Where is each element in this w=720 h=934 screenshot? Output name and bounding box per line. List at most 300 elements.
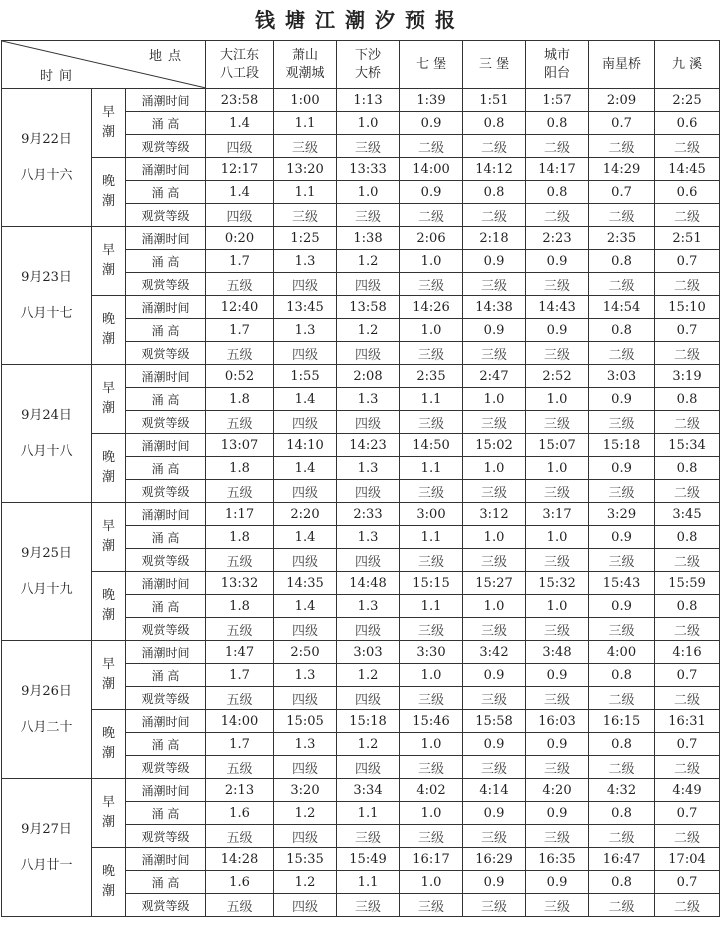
location-header <box>337 41 400 89</box>
height-value: 0.9 <box>400 112 463 135</box>
grade-value: 二级 <box>655 549 720 572</box>
item-label: 涌潮时间 <box>126 641 206 664</box>
grade-value: 四级 <box>206 204 274 227</box>
grade-value: 二级 <box>655 135 720 158</box>
time-value: 14:43 <box>526 296 589 319</box>
height-value: 1.2 <box>337 319 400 342</box>
table-row <box>2 710 720 733</box>
grade-value: 五级 <box>206 618 274 641</box>
height-value: 1.0 <box>526 595 589 618</box>
table-row <box>2 572 720 595</box>
height-value: 0.8 <box>655 457 720 480</box>
height-value: 0.9 <box>463 664 526 687</box>
time-value: 3:48 <box>526 641 589 664</box>
time-value: 16:29 <box>463 848 526 871</box>
height-value: 0.7 <box>589 112 655 135</box>
height-value: 1.1 <box>274 181 337 204</box>
height-value: 0.9 <box>463 733 526 756</box>
item-label: 涌潮时间 <box>126 848 206 871</box>
item-label: 涌潮时间 <box>126 434 206 457</box>
height-value: 0.8 <box>655 526 720 549</box>
item-label: 涌潮时间 <box>126 365 206 388</box>
height-value: 1.1 <box>400 388 463 411</box>
grade-value: 四级 <box>274 756 337 779</box>
height-value: 1.1 <box>400 457 463 480</box>
grade-value: 二级 <box>655 342 720 365</box>
time-value: 14:29 <box>589 158 655 181</box>
item-label: 涌 高 <box>126 457 206 480</box>
height-value: 1.0 <box>400 664 463 687</box>
height-value: 0.8 <box>589 664 655 687</box>
location-header <box>463 41 526 89</box>
time-value: 14:00 <box>206 710 274 733</box>
height-value: 0.7 <box>655 664 720 687</box>
grade-value: 三级 <box>463 756 526 779</box>
grade-value: 二级 <box>589 135 655 158</box>
table-row <box>2 365 720 388</box>
time-value: 4:14 <box>463 779 526 802</box>
time-value: 3:20 <box>274 779 337 802</box>
date-cell <box>2 641 92 779</box>
height-value: 1.8 <box>206 595 274 618</box>
time-value: 2:08 <box>337 365 400 388</box>
time-value: 12:17 <box>206 158 274 181</box>
grade-value: 五级 <box>206 342 274 365</box>
location-header <box>400 41 463 89</box>
time-value: 1:55 <box>274 365 337 388</box>
height-value: 1.0 <box>337 112 400 135</box>
session-name: 早潮 <box>101 105 115 140</box>
height-value: 0.9 <box>589 457 655 480</box>
grade-value: 四级 <box>274 894 337 917</box>
time-value: 2:52 <box>526 365 589 388</box>
height-value: 0.9 <box>526 319 589 342</box>
height-value: 1.4 <box>206 112 274 135</box>
grade-value: 三级 <box>463 825 526 848</box>
time-value: 3:03 <box>337 641 400 664</box>
grade-value: 三级 <box>463 480 526 503</box>
time-value: 3:45 <box>655 503 720 526</box>
item-label: 涌 高 <box>126 733 206 756</box>
item-label: 涌 高 <box>126 871 206 894</box>
time-value: 15:15 <box>400 572 463 595</box>
table-row <box>2 227 720 250</box>
height-value: 1.2 <box>337 250 400 273</box>
grade-value: 三级 <box>274 135 337 158</box>
lunar-date: 八月二十 <box>20 719 73 735</box>
height-value: 1.1 <box>400 526 463 549</box>
grade-value: 四级 <box>274 549 337 572</box>
height-value: 1.7 <box>206 250 274 273</box>
item-label: 涌 高 <box>126 802 206 825</box>
grade-value: 四级 <box>337 273 400 296</box>
time-value: 15:34 <box>655 434 720 457</box>
tide-table <box>1 40 720 917</box>
grade-value: 三级 <box>400 480 463 503</box>
time-value: 15:05 <box>274 710 337 733</box>
time-value: 2:20 <box>274 503 337 526</box>
session-cell <box>92 779 126 848</box>
time-value: 3:42 <box>463 641 526 664</box>
height-value: 0.9 <box>526 802 589 825</box>
grade-value: 二级 <box>589 825 655 848</box>
grade-value: 五级 <box>206 411 274 434</box>
time-value: 1:47 <box>206 641 274 664</box>
grade-value: 四级 <box>337 480 400 503</box>
item-label: 观赏等级 <box>126 549 206 572</box>
time-value: 1:17 <box>206 503 274 526</box>
height-value: 1.3 <box>337 457 400 480</box>
height-value: 0.6 <box>655 112 720 135</box>
height-value: 1.4 <box>274 526 337 549</box>
time-value: 1:00 <box>274 89 337 112</box>
height-value: 0.9 <box>463 319 526 342</box>
grade-value: 三级 <box>526 273 589 296</box>
grade-value: 三级 <box>337 825 400 848</box>
time-value: 3:03 <box>589 365 655 388</box>
height-value: 1.2 <box>337 733 400 756</box>
session-cell <box>92 641 126 710</box>
time-value: 13:20 <box>274 158 337 181</box>
grade-value: 三级 <box>400 825 463 848</box>
table-row <box>2 296 720 319</box>
grade-value: 三级 <box>400 894 463 917</box>
grade-value: 四级 <box>206 135 274 158</box>
date-cell <box>2 503 92 641</box>
height-value: 1.3 <box>274 319 337 342</box>
time-value: 4:02 <box>400 779 463 802</box>
time-value: 13:07 <box>206 434 274 457</box>
time-value: 4:49 <box>655 779 720 802</box>
item-label: 观赏等级 <box>126 756 206 779</box>
grade-value: 三级 <box>526 618 589 641</box>
grade-value: 三级 <box>400 273 463 296</box>
item-label: 涌潮时间 <box>126 227 206 250</box>
time-value: 4:32 <box>589 779 655 802</box>
session-cell <box>92 434 126 503</box>
time-value: 16:35 <box>526 848 589 871</box>
time-value: 15:43 <box>589 572 655 595</box>
grade-value: 四级 <box>274 618 337 641</box>
date-cell <box>2 227 92 365</box>
time-value: 14:00 <box>400 158 463 181</box>
grade-value: 二级 <box>655 411 720 434</box>
table-row <box>2 434 720 457</box>
session-cell <box>92 503 126 572</box>
grade-value: 二级 <box>655 618 720 641</box>
grade-value: 二级 <box>589 342 655 365</box>
time-value: 3:00 <box>400 503 463 526</box>
grade-value: 三级 <box>526 687 589 710</box>
height-value: 0.8 <box>526 112 589 135</box>
height-value: 1.2 <box>337 664 400 687</box>
time-value: 16:03 <box>526 710 589 733</box>
time-value: 14:10 <box>274 434 337 457</box>
time-value: 3:17 <box>526 503 589 526</box>
grade-value: 四级 <box>337 618 400 641</box>
grade-value: 三级 <box>274 204 337 227</box>
height-value: 0.9 <box>526 871 589 894</box>
grade-value: 三级 <box>400 549 463 572</box>
grade-value: 三级 <box>400 687 463 710</box>
height-value: 0.7 <box>655 319 720 342</box>
location-name-line: 萧山 <box>292 47 319 63</box>
item-label: 观赏等级 <box>126 894 206 917</box>
page-title: 钱塘江潮汐预报 <box>255 8 465 32</box>
time-value: 23:58 <box>206 89 274 112</box>
time-value: 14:38 <box>463 296 526 319</box>
time-value: 3:12 <box>463 503 526 526</box>
time-value: 13:45 <box>274 296 337 319</box>
item-label: 涌 高 <box>126 112 206 135</box>
grade-value: 三级 <box>463 411 526 434</box>
date-cell <box>2 365 92 503</box>
grade-value: 三级 <box>337 204 400 227</box>
location-name-line: 三 堡 <box>478 56 510 72</box>
grade-value: 三级 <box>400 342 463 365</box>
item-label: 涌潮时间 <box>126 296 206 319</box>
item-label: 涌潮时间 <box>126 572 206 595</box>
item-label: 涌 高 <box>126 664 206 687</box>
height-value: 1.7 <box>206 319 274 342</box>
grade-value: 二级 <box>655 204 720 227</box>
item-label: 涌 高 <box>126 526 206 549</box>
height-value: 1.0 <box>463 526 526 549</box>
height-value: 1.3 <box>274 250 337 273</box>
location-header <box>274 41 337 89</box>
session-cell <box>92 710 126 779</box>
time-value: 16:17 <box>400 848 463 871</box>
location-header <box>589 41 655 89</box>
header-row <box>2 41 720 89</box>
session-cell <box>92 158 126 227</box>
grade-value: 二级 <box>589 273 655 296</box>
grade-value: 四级 <box>274 825 337 848</box>
item-label: 观赏等级 <box>126 480 206 503</box>
session-name: 晚潮 <box>101 174 115 209</box>
item-label: 涌 高 <box>126 595 206 618</box>
session-name: 早潮 <box>101 381 115 416</box>
grade-value: 五级 <box>206 273 274 296</box>
height-value: 1.1 <box>337 802 400 825</box>
height-value: 1.0 <box>400 802 463 825</box>
item-label: 涌 高 <box>126 319 206 342</box>
solar-date: 9月27日 <box>21 821 72 837</box>
height-value: 1.4 <box>206 181 274 204</box>
grade-value: 二级 <box>400 135 463 158</box>
time-value: 13:33 <box>337 158 400 181</box>
grade-value: 三级 <box>526 480 589 503</box>
grade-value: 二级 <box>589 756 655 779</box>
time-value: 14:50 <box>400 434 463 457</box>
time-value: 14:26 <box>400 296 463 319</box>
grade-value: 二级 <box>526 204 589 227</box>
location-name-line: 阳台 <box>544 65 571 81</box>
time-value: 2:50 <box>274 641 337 664</box>
grade-value: 二级 <box>589 894 655 917</box>
grade-value: 三级 <box>463 273 526 296</box>
grade-value: 三级 <box>463 549 526 572</box>
grade-value: 三级 <box>589 411 655 434</box>
item-label: 观赏等级 <box>126 687 206 710</box>
grade-value: 二级 <box>655 273 720 296</box>
time-value: 3:30 <box>400 641 463 664</box>
time-value: 1:25 <box>274 227 337 250</box>
time-value: 16:31 <box>655 710 720 733</box>
height-value: 0.8 <box>463 112 526 135</box>
height-value: 0.7 <box>655 871 720 894</box>
location-name-line: 大江东 <box>220 47 260 63</box>
session-name: 晚潮 <box>101 588 115 623</box>
item-label: 涌潮时间 <box>126 503 206 526</box>
height-value: 1.2 <box>274 871 337 894</box>
grade-value: 二级 <box>589 687 655 710</box>
solar-date: 9月26日 <box>21 683 72 699</box>
height-value: 0.9 <box>463 250 526 273</box>
height-value: 0.9 <box>400 181 463 204</box>
grade-value: 四级 <box>337 549 400 572</box>
table-row <box>2 641 720 664</box>
time-value: 1:51 <box>463 89 526 112</box>
solar-date: 9月22日 <box>21 131 72 147</box>
grade-value: 三级 <box>400 618 463 641</box>
session-name: 晚潮 <box>101 312 115 347</box>
time-value: 16:47 <box>589 848 655 871</box>
item-label: 观赏等级 <box>126 411 206 434</box>
grade-value: 五级 <box>206 549 274 572</box>
session-name: 晚潮 <box>101 864 115 899</box>
session-name: 早潮 <box>101 243 115 278</box>
grade-value: 四级 <box>274 273 337 296</box>
height-value: 1.0 <box>463 457 526 480</box>
height-value: 0.9 <box>526 664 589 687</box>
height-value: 1.0 <box>337 181 400 204</box>
height-value: 1.0 <box>526 526 589 549</box>
time-value: 15:35 <box>274 848 337 871</box>
solar-date: 9月24日 <box>21 407 72 423</box>
grade-value: 三级 <box>463 687 526 710</box>
height-value: 0.8 <box>463 181 526 204</box>
height-value: 0.8 <box>526 181 589 204</box>
height-value: 1.3 <box>337 388 400 411</box>
location-axis-label: 地点 <box>149 49 188 64</box>
time-value: 3:19 <box>655 365 720 388</box>
lunar-date: 八月十六 <box>20 167 73 183</box>
height-value: 1.7 <box>206 664 274 687</box>
item-label: 涌 高 <box>126 388 206 411</box>
grade-value: 三级 <box>337 894 400 917</box>
session-cell <box>92 365 126 434</box>
time-value: 14:54 <box>589 296 655 319</box>
location-name-line: 观潮城 <box>285 65 325 81</box>
item-label: 观赏等级 <box>126 204 206 227</box>
location-name-line: 南星桥 <box>602 56 642 72</box>
height-value: 1.0 <box>526 457 589 480</box>
session-cell <box>92 848 126 917</box>
time-value: 15:10 <box>655 296 720 319</box>
location-header <box>526 41 589 89</box>
grade-value: 三级 <box>526 411 589 434</box>
height-value: 1.3 <box>337 526 400 549</box>
height-value: 0.9 <box>526 733 589 756</box>
height-value: 1.1 <box>400 595 463 618</box>
grade-value: 三级 <box>463 618 526 641</box>
session-name: 晚潮 <box>101 450 115 485</box>
height-value: 1.3 <box>274 733 337 756</box>
grade-value: 三级 <box>589 618 655 641</box>
time-value: 13:58 <box>337 296 400 319</box>
grade-value: 三级 <box>400 756 463 779</box>
location-header <box>655 41 720 89</box>
lunar-date: 八月十八 <box>20 443 73 459</box>
time-value: 14:12 <box>463 158 526 181</box>
time-value: 14:45 <box>655 158 720 181</box>
date-cell <box>2 779 92 917</box>
grade-value: 五级 <box>206 894 274 917</box>
height-value: 1.3 <box>274 664 337 687</box>
time-value: 2:09 <box>589 89 655 112</box>
time-value: 15:32 <box>526 572 589 595</box>
height-value: 1.0 <box>400 250 463 273</box>
time-value: 15:07 <box>526 434 589 457</box>
grade-value: 三级 <box>463 894 526 917</box>
item-label: 观赏等级 <box>126 618 206 641</box>
height-value: 0.9 <box>589 388 655 411</box>
grade-value: 二级 <box>526 135 589 158</box>
time-value: 4:00 <box>589 641 655 664</box>
session-cell <box>92 572 126 641</box>
location-name-line: 九 溪 <box>671 56 703 72</box>
height-value: 0.8 <box>589 250 655 273</box>
time-value: 2:33 <box>337 503 400 526</box>
lunar-date: 八月十七 <box>20 305 73 321</box>
time-value: 14:23 <box>337 434 400 457</box>
height-value: 1.6 <box>206 871 274 894</box>
height-value: 1.6 <box>206 802 274 825</box>
table-row <box>2 503 720 526</box>
lunar-date: 八月十九 <box>20 581 73 597</box>
time-value: 2:35 <box>400 365 463 388</box>
table-row <box>2 89 720 112</box>
time-value: 1:39 <box>400 89 463 112</box>
grade-value: 二级 <box>655 687 720 710</box>
location-name-line: 下沙 <box>355 47 382 63</box>
time-value: 2:35 <box>589 227 655 250</box>
time-value: 4:20 <box>526 779 589 802</box>
grade-value: 三级 <box>526 894 589 917</box>
time-value: 15:49 <box>337 848 400 871</box>
grade-value: 三级 <box>526 342 589 365</box>
height-value: 0.6 <box>655 181 720 204</box>
date-cell <box>2 89 92 227</box>
height-value: 1.0 <box>400 319 463 342</box>
grade-value: 四级 <box>337 411 400 434</box>
time-value: 13:32 <box>206 572 274 595</box>
height-value: 1.3 <box>337 595 400 618</box>
grade-value: 四级 <box>274 342 337 365</box>
lunar-date: 八月廿一 <box>20 857 73 873</box>
item-label: 涌潮时间 <box>126 710 206 733</box>
grade-value: 二级 <box>655 480 720 503</box>
item-label: 观赏等级 <box>126 135 206 158</box>
time-value: 14:17 <box>526 158 589 181</box>
height-value: 0.8 <box>589 871 655 894</box>
time-value: 15:02 <box>463 434 526 457</box>
session-cell <box>92 89 126 158</box>
height-value: 0.7 <box>655 733 720 756</box>
height-value: 1.1 <box>337 871 400 894</box>
height-value: 0.8 <box>589 802 655 825</box>
